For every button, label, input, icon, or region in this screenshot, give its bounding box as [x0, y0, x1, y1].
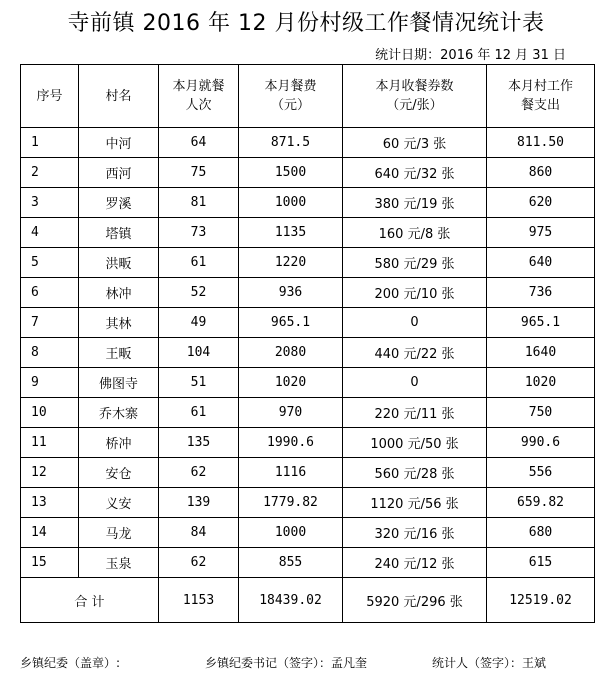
cell-vouchers: 220 元/11 张 — [343, 398, 487, 428]
signature-footer — [0, 654, 612, 674]
cell-diners: 84 — [159, 518, 239, 548]
cell-village: 洪畈 — [79, 248, 159, 278]
cell-idx: 14 — [21, 518, 79, 548]
total-vouchers: 5920 元/296 张 — [343, 578, 487, 623]
cell-idx: 8 — [21, 338, 79, 368]
cell-vouchers: 240 元/12 张 — [343, 548, 487, 578]
table-row — [21, 218, 595, 248]
cell-village: 马龙 — [79, 518, 159, 548]
cell-expense: 975 — [487, 218, 595, 248]
header-idx: 序号 — [21, 65, 79, 128]
cell-village: 中河 — [79, 128, 159, 158]
cell-vouchers: 320 元/16 张 — [343, 518, 487, 548]
cell-cost: 871.5 — [239, 128, 343, 158]
cell-village: 王畈 — [79, 338, 159, 368]
table-row — [21, 428, 595, 458]
cell-village: 塔镇 — [79, 218, 159, 248]
cell-diners: 62 — [159, 548, 239, 578]
table-row — [21, 128, 595, 158]
cell-diners: 81 — [159, 188, 239, 218]
cell-idx: 4 — [21, 218, 79, 248]
cell-village: 安仓 — [79, 458, 159, 488]
cell-cost: 970 — [239, 398, 343, 428]
cell-vouchers: 60 元/3 张 — [343, 128, 487, 158]
cell-diners: 61 — [159, 398, 239, 428]
cell-cost: 936 — [239, 278, 343, 308]
cell-expense: 620 — [487, 188, 595, 218]
cell-cost: 2080 — [239, 338, 343, 368]
cell-diners: 73 — [159, 218, 239, 248]
cell-expense: 811.50 — [487, 128, 595, 158]
cell-idx: 15 — [21, 548, 79, 578]
cell-diners: 49 — [159, 308, 239, 338]
table-row — [21, 398, 595, 428]
cell-expense: 965.1 — [487, 308, 595, 338]
cell-cost: 1220 — [239, 248, 343, 278]
cell-idx: 11 — [21, 428, 79, 458]
cell-cost: 1135 — [239, 218, 343, 248]
cell-diners: 104 — [159, 338, 239, 368]
cell-village: 佛图寺 — [79, 368, 159, 398]
cell-expense: 640 — [487, 248, 595, 278]
cell-expense: 680 — [487, 518, 595, 548]
table-row — [21, 488, 595, 518]
cell-village: 林冲 — [79, 278, 159, 308]
cell-idx: 2 — [21, 158, 79, 188]
header-row — [21, 65, 595, 128]
cell-cost: 1116 — [239, 458, 343, 488]
cell-idx: 3 — [21, 188, 79, 218]
cell-expense: 1020 — [487, 368, 595, 398]
cell-diners: 51 — [159, 368, 239, 398]
cell-diners: 61 — [159, 248, 239, 278]
cell-cost: 1000 — [239, 518, 343, 548]
table-row — [21, 518, 595, 548]
table-row — [21, 248, 595, 278]
cell-vouchers: 1000 元/50 张 — [343, 428, 487, 458]
total-row — [21, 578, 595, 623]
cell-idx: 9 — [21, 368, 79, 398]
cell-diners: 139 — [159, 488, 239, 518]
cell-vouchers: 580 元/29 张 — [343, 248, 487, 278]
table-row — [21, 278, 595, 308]
cell-vouchers: 640 元/32 张 — [343, 158, 487, 188]
table-row — [21, 308, 595, 338]
cell-village: 桥冲 — [79, 428, 159, 458]
cell-idx: 10 — [21, 398, 79, 428]
cell-vouchers: 380 元/19 张 — [343, 188, 487, 218]
cell-village: 玉泉 — [79, 548, 159, 578]
cell-expense: 1640 — [487, 338, 595, 368]
cell-cost: 1990.6 — [239, 428, 343, 458]
table-row — [21, 548, 595, 578]
table-row — [21, 338, 595, 368]
table-row — [21, 368, 595, 398]
meal-stats-table — [20, 64, 595, 623]
cell-idx: 13 — [21, 488, 79, 518]
cell-expense: 659.82 — [487, 488, 595, 518]
header-diners: 本月就餐 人次 — [159, 65, 239, 128]
cell-expense: 736 — [487, 278, 595, 308]
total-cost: 18439.02 — [239, 578, 343, 623]
header-cost: 本月餐费 （元） — [239, 65, 343, 128]
cell-cost: 1020 — [239, 368, 343, 398]
cell-diners: 75 — [159, 158, 239, 188]
table-row — [21, 458, 595, 488]
table-row — [21, 188, 595, 218]
cell-cost: 1779.82 — [239, 488, 343, 518]
footer-statistician: 统计人（签字）：王斌 — [432, 656, 547, 670]
cell-cost: 965.1 — [239, 308, 343, 338]
cell-village: 乔木寨 — [79, 398, 159, 428]
total-diners: 1153 — [159, 578, 239, 623]
cell-cost: 1000 — [239, 188, 343, 218]
header-vouchers: 本月收餐券数 （元/张） — [343, 65, 487, 128]
cell-diners: 64 — [159, 128, 239, 158]
stat-date: 统计日期：2016 年 12 月 31 日 — [375, 48, 566, 63]
cell-diners: 135 — [159, 428, 239, 458]
cell-village: 西河 — [79, 158, 159, 188]
cell-vouchers: 0 — [343, 368, 487, 398]
cell-village: 义安 — [79, 488, 159, 518]
cell-cost: 855 — [239, 548, 343, 578]
table-row — [21, 158, 595, 188]
cell-vouchers: 560 元/28 张 — [343, 458, 487, 488]
cell-village: 罗溪 — [79, 188, 159, 218]
header-expense: 本月村工作 餐支出 — [487, 65, 595, 128]
cell-idx: 7 — [21, 308, 79, 338]
cell-vouchers: 200 元/10 张 — [343, 278, 487, 308]
cell-expense: 556 — [487, 458, 595, 488]
cell-idx: 1 — [21, 128, 79, 158]
cell-vouchers: 440 元/22 张 — [343, 338, 487, 368]
cell-expense: 860 — [487, 158, 595, 188]
cell-diners: 62 — [159, 458, 239, 488]
cell-expense: 615 — [487, 548, 595, 578]
cell-expense: 990.6 — [487, 428, 595, 458]
cell-idx: 6 — [21, 278, 79, 308]
cell-expense: 750 — [487, 398, 595, 428]
cell-idx: 5 — [21, 248, 79, 278]
cell-village: 其林 — [79, 308, 159, 338]
cell-cost: 1500 — [239, 158, 343, 188]
cell-diners: 52 — [159, 278, 239, 308]
cell-vouchers: 0 — [343, 308, 487, 338]
total-expense: 12519.02 — [487, 578, 595, 623]
cell-vouchers: 160 元/8 张 — [343, 218, 487, 248]
page-title: 寺前镇 2016 年 12 月份村级工作餐情况统计表 — [67, 11, 545, 36]
cell-idx: 12 — [21, 458, 79, 488]
header-village: 村名 — [79, 65, 159, 128]
cell-vouchers: 1120 元/56 张 — [343, 488, 487, 518]
footer-committee: 乡镇纪委（盖章）: — [20, 656, 121, 670]
footer-secretary: 乡镇纪委书记（签字）：孟凡奎 — [205, 656, 368, 670]
total-label: 合 计 — [21, 578, 159, 623]
